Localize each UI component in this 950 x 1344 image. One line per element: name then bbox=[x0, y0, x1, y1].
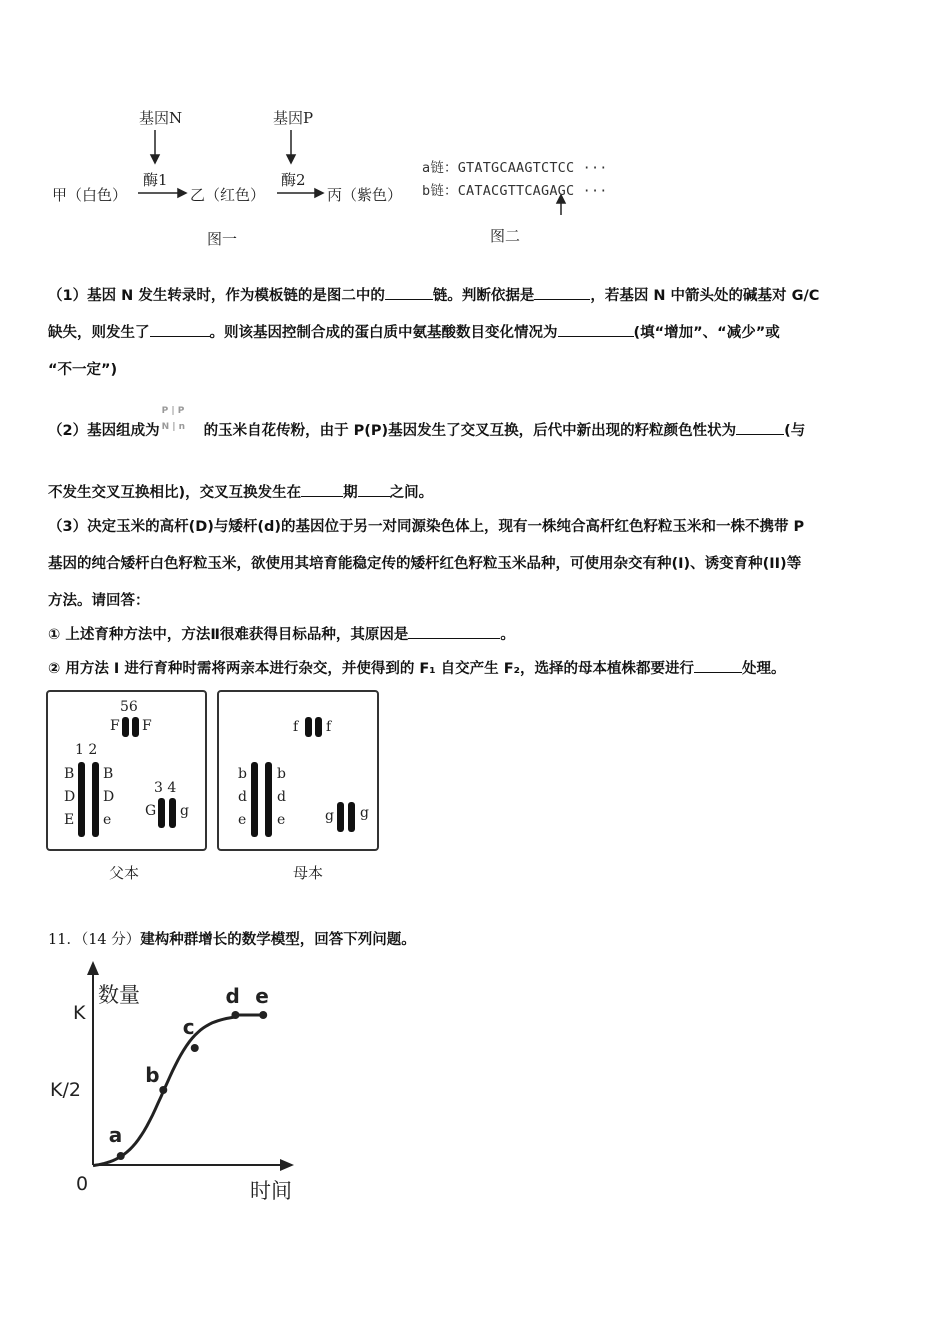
q1-text-c: ，若基因 N 中箭头处的碱基对 G/C bbox=[590, 288, 820, 304]
point-label-a: a bbox=[108, 1123, 123, 1147]
point-c bbox=[191, 1044, 199, 1052]
mother-gene-2b: d bbox=[277, 789, 286, 805]
q3-text-b: 基因的纯合矮杆白色籽粒玉米，欲使用其培育能稳定传的矮杆红色籽粒玉米品种，可使用杂交有种(I)、诱变育种(II)等 bbox=[48, 556, 802, 572]
q3-line-3 bbox=[48, 591, 908, 611]
q2-line-1 bbox=[48, 406, 908, 441]
substance-yi: 乙（红色） bbox=[190, 186, 266, 204]
point-label-c: c bbox=[182, 1015, 195, 1039]
mother-gene-2c: e bbox=[277, 812, 286, 828]
q2-text-e: 期 bbox=[343, 485, 358, 501]
father-gene-1b: D bbox=[64, 789, 76, 805]
origin-label: 0 bbox=[76, 1173, 89, 1195]
q1-line-2 bbox=[48, 322, 908, 343]
x-axis-arrow bbox=[280, 1159, 294, 1171]
q2-text-a: （2）基因组成为 bbox=[48, 423, 160, 439]
point-d bbox=[231, 1011, 239, 1019]
mother-chromosome-panel bbox=[217, 690, 379, 851]
q1-text-e: 。则该基因控制合成的蛋白质中氨基酸数目变化情况为 bbox=[209, 325, 558, 341]
q3-line-1 bbox=[48, 517, 908, 537]
father-chromosome-6 bbox=[132, 717, 139, 737]
q1-blank-amino bbox=[558, 322, 634, 337]
father-gene-2b: D bbox=[103, 789, 115, 805]
father-num-34: 3 4 bbox=[154, 780, 177, 796]
father-chromosome-5 bbox=[122, 717, 129, 737]
mother-chromosome-3 bbox=[337, 802, 344, 832]
gene-n-label: 基因N bbox=[139, 109, 183, 127]
mother-chromosome-6 bbox=[315, 717, 322, 737]
q1-blank-chain bbox=[385, 285, 433, 300]
substance-jia: 甲（白色） bbox=[52, 186, 128, 204]
point-a bbox=[117, 1152, 125, 1160]
father-chromosome-panel bbox=[46, 690, 207, 851]
mother-chromosome-4 bbox=[348, 802, 355, 832]
chain-b: b链：CATACGTTCAGAGC ··· bbox=[422, 183, 608, 199]
q2-text-c: (与 bbox=[784, 423, 806, 439]
q2-blank-between bbox=[358, 482, 390, 497]
point-label-e: e bbox=[255, 984, 269, 1008]
question-11-number: 11．（14 分） bbox=[48, 932, 141, 948]
q1-blank-mutation bbox=[150, 322, 210, 337]
y-axis-arrow bbox=[87, 961, 99, 975]
population-growth-chart bbox=[40, 955, 320, 1215]
mother-chromosome-1 bbox=[251, 762, 258, 837]
q3-line-2 bbox=[48, 554, 908, 574]
q3-sub1-text: ① 上述育种方法中，方法Ⅱ很难获得目标品种，其原因是 bbox=[48, 627, 409, 643]
q3-sub1-end: 。 bbox=[500, 627, 515, 643]
q3-text-a: （3）决定玉米的高杆(D)与矮杆(d)的基因位于另一对同源染色体上，现有一株纯合高杆红色籽粒玉米和一株不携带 P bbox=[48, 519, 805, 535]
father-num-56: 56 bbox=[120, 699, 138, 715]
point-label-b: b bbox=[145, 1063, 160, 1087]
mother-gene-1c: e bbox=[238, 812, 247, 828]
q1-blank-reason bbox=[534, 285, 590, 300]
father-gene-1a: B bbox=[64, 766, 75, 782]
father-chromosome-2 bbox=[92, 762, 99, 837]
mother-gene-2a: b bbox=[277, 766, 286, 782]
q3-text-c: 方法。请回答： bbox=[48, 593, 150, 609]
q2-text-f: 之间。 bbox=[389, 485, 434, 501]
q1-line-3 bbox=[48, 360, 908, 380]
mother-gene-f-left: f bbox=[293, 719, 299, 735]
point-b bbox=[159, 1086, 167, 1094]
q3-sub-1 bbox=[48, 624, 908, 645]
father-chromosome-3 bbox=[158, 798, 165, 828]
father-gene-2a: B bbox=[103, 766, 114, 782]
enzyme-2-label: 酶2 bbox=[281, 171, 306, 189]
figure-one-arrows bbox=[0, 0, 950, 260]
mother-gene-f-right: f bbox=[326, 719, 332, 735]
father-caption: 父本 bbox=[109, 864, 140, 882]
figure-two-caption: 图二 bbox=[490, 227, 521, 245]
father-gene-g-right: g bbox=[180, 803, 189, 819]
mother-caption: 母本 bbox=[293, 864, 324, 882]
q3-blank-reason bbox=[408, 624, 500, 639]
father-gene-2c: e bbox=[103, 812, 112, 828]
father-gene-1c: E bbox=[64, 812, 75, 828]
chain-a: a链：GTATGCAAGTCTCC ··· bbox=[422, 160, 608, 176]
father-num-12: 1 2 bbox=[75, 742, 98, 758]
q2-line-2 bbox=[48, 482, 908, 503]
q1-text-a: （1）基因 N 发生转录时，作为模板链的是图二中的 bbox=[48, 288, 385, 304]
mother-gene-g-left: g bbox=[325, 808, 334, 824]
q2-text-d: 不发生交叉互换相比)，交叉互换发生在 bbox=[48, 485, 302, 501]
father-chromosome-1 bbox=[78, 762, 85, 837]
q3-sub2-end: 处理。 bbox=[741, 661, 786, 677]
q1-line-1 bbox=[48, 285, 908, 306]
genotype-figure bbox=[160, 406, 204, 441]
genotype-bottom: N | n bbox=[161, 422, 186, 432]
point-label-d: d bbox=[225, 984, 240, 1008]
q2-text-b: 的玉米自花传粉，由于 P(P)基因发生了交叉互换，后代中新出现的籽粒颜色性状为 bbox=[203, 423, 737, 439]
mother-gene-1b: d bbox=[238, 789, 247, 805]
father-gene-f-right: F bbox=[142, 718, 152, 734]
enzyme-1-label: 酶1 bbox=[143, 171, 168, 189]
genotype-top: P | P bbox=[161, 406, 185, 416]
point-e bbox=[259, 1011, 267, 1019]
father-chromosome-4 bbox=[169, 798, 176, 828]
q3-blank-treatment bbox=[694, 658, 742, 673]
q1-text-d: 缺失，则发生了 bbox=[48, 325, 150, 341]
y-axis-title: 数量 bbox=[98, 983, 140, 1007]
q2-blank-trait bbox=[736, 420, 784, 435]
q1-text-b: 链。判断依据是 bbox=[432, 288, 535, 304]
tick-k-half: K/2 bbox=[50, 1079, 81, 1101]
mother-gene-1a: b bbox=[238, 766, 247, 782]
father-gene-g-left: G bbox=[145, 803, 157, 819]
mother-chromosome-2 bbox=[265, 762, 272, 837]
q1-text-f: (填“增加”、“减少”或 bbox=[633, 325, 780, 341]
mother-gene-g-right: g bbox=[360, 805, 369, 821]
substance-bing: 丙（紫色） bbox=[327, 186, 403, 204]
question-11-heading bbox=[48, 928, 416, 949]
question-11-text: 建构种群增长的数学模型，回答下列问题。 bbox=[140, 932, 416, 948]
q2-blank-phase bbox=[301, 482, 343, 497]
father-gene-f-left: F bbox=[110, 718, 120, 734]
gene-p-label: 基因P bbox=[273, 109, 314, 127]
mother-chromosome-5 bbox=[305, 717, 312, 737]
q3-sub-2 bbox=[48, 658, 908, 679]
x-axis-title: 时间 bbox=[250, 1179, 292, 1203]
q3-sub2-text: ② 用方法 I 进行育种时需将两亲本进行杂交，并使得到的 F₁ 自交产生 F₂，选择的母本植株都要进行 bbox=[48, 661, 694, 677]
q1-text-g: “不一定”) bbox=[48, 362, 118, 378]
tick-k: K bbox=[73, 1002, 86, 1024]
figure-one-caption: 图一 bbox=[207, 230, 238, 248]
